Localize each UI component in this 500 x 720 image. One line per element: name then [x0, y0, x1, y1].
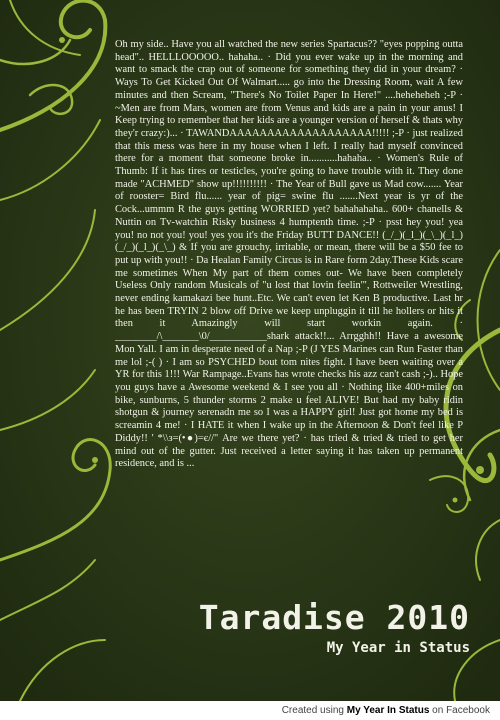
- poster-title: Taradise 2010: [198, 598, 470, 637]
- footer-suffix: on Facebook: [432, 705, 490, 716]
- footer-credit: [282, 705, 490, 716]
- app-name-link[interactable]: My Year In Status: [346, 705, 430, 716]
- status-updates-text: Oh my side.. Have you all watched the new series Spartacus?? "eyes popping outta head".. HELLLOOOOO.. hahaha.. · Did you ever wake up in the morning and want to smack the crap out of someone for something they did in your dream? · Ways To Get Kicked Out Of Walmart..... go into the Dressing Room, wait A few minutes and then Scream, "There's No Toilet Paper In Here!" ....heheheheh ;-P · ~Men are from Mars, women are from Venus and kids are a pain in your anus! I Keep trying to remember that her kids are a younger version of herself & thats why they'r crazy:)... · TAWANDAAAAAAAAAAAAAAAAAAA!!!!! ;-P · just realized that this mess was here in my house when I left. I really had myself convinced there for a moment that someone broke in...........hahaha.. · Women's Rule of Thumb: If it has tires or testicles, you're going to have trouble with it. They done made "ACHMED" show up!!!!!!!!!! · The Year of Bull gave us Mad cow....... Year of rooster= Bird flu...... year of pig= swine flu .......Next year is yr of the Cock...ummm R the guys getting WORRIED yet? bahahahaha.. 600+ chanells & Nuttin on Tv-watchin Risky business 4 humptenth time. ;-P · psst hey you! yea you! no not you! you! yes you it's the Friday BUTT DANCE!! (_/_)(_l_)(_\_)(_l_)(_/_)(_l_)(_\_) & If you are grouchy, irritable, or mean, there will be a $50 fee to put up with you!! · Da Healan Family Circus is in Rare form 2day.These Kids scare me sometimes When My part of them comes out- We have been completely Useless Only random Musicals of "u lost that lovin feelin'", Rottweiler Wrestling, never ending kamakazi bee hunt..Etc. We can't even let Ken B productive. Last hr he has been TRYIN 2 blow off Drive we keep unpluggin it till he hollers or hits it then it Amazingly will start workin again. · ________/\_______\0/___________shark attack!!... Arrgghh!! Have a awesome Mon Yall. I am in desperate need of a Nap ;-P (J YES Marines can Run Faster than me lol ;-( ) · I am so PSYCHED bout tom nites fight. I have been waiting over a YR for this 1!!! War Rampage..Evans has wrote checks his azz can't cash ;-).. Hope you guys have a Awesome weekend & I see you all · Nothing like 400+miles on bike, sunburns, 5 thunder storms 2 make u feel ALIVE! But had my baby ridin shotgun & journey serenadn me so I was a HAPPY girl! Just got home my bed is screamin 4 me! · I HATE it when I wake up in the Afternoon & Don't feel like P Diddy!! ' *\\з=(•●)=є//" Are we there yet? · has tried & tried & tried to get her mind out of the gutter. Just received a letter saying it has taken up permanent residence, and is ...: [115, 39, 463, 470]
- poster-subtitle: My Year in Status: [326, 640, 470, 656]
- footer-prefix: Created using: [281, 705, 347, 716]
- footer-bar: [0, 701, 500, 720]
